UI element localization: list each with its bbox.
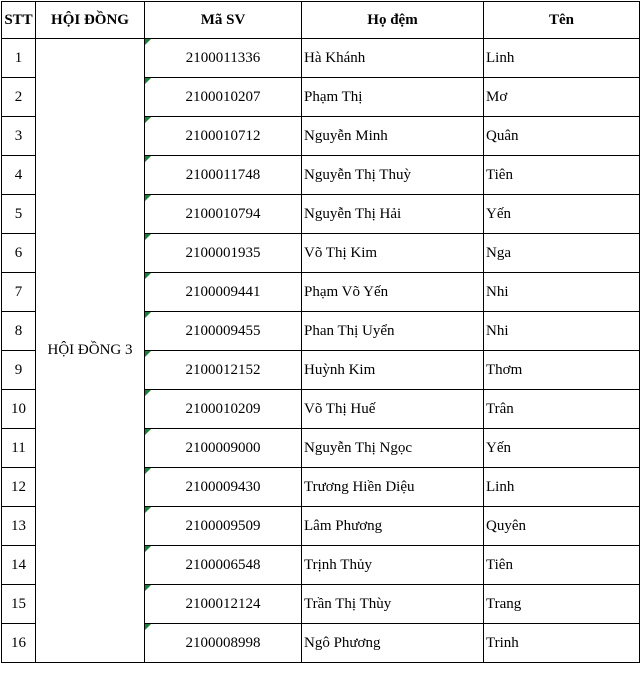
ma-sv-text: 2100009430 [185,478,261,495]
ma-sv-text: 2100010712 [185,127,261,144]
cell-stt[interactable]: 15 [2,585,36,624]
ma-sv-text: 2100010207 [185,88,261,105]
cell-ma-sv[interactable] [145,234,302,273]
student-table [1,1,640,663]
header-row [2,2,640,39]
cell-ma-sv[interactable] [145,312,302,351]
cell-stt[interactable]: 10 [2,390,36,429]
cell-ten[interactable]: Trang [484,585,640,624]
ma-sv-text: 2100009455 [185,322,261,339]
cell-ma-sv[interactable] [145,351,302,390]
cell-ten[interactable]: Thơm [484,351,640,390]
ma-sv-text: 2100008998 [185,634,261,651]
cell-ten[interactable]: Nhi [484,312,640,351]
cell-stt[interactable]: 4 [2,156,36,195]
cell-stt[interactable]: 1 [2,39,36,78]
cell-stt[interactable]: 11 [2,429,36,468]
cell-ho-dem[interactable]: Phan Thị Uyển [302,312,484,351]
cell-stt[interactable]: 8 [2,312,36,351]
cell-warning-triangle-icon [145,390,151,396]
cell-ten[interactable]: Nhi [484,273,640,312]
cell-ten[interactable]: Nga [484,234,640,273]
cell-ho-dem[interactable]: Nguyễn Thị Thuỳ [302,156,484,195]
cell-ten[interactable]: Mơ [484,78,640,117]
cell-warning-triangle-icon [145,117,151,123]
cell-warning-triangle-icon [145,546,151,552]
cell-warning-triangle-icon [145,234,151,240]
cell-ten[interactable]: Linh [484,468,640,507]
cell-ten[interactable]: Quân [484,117,640,156]
cell-ho-dem[interactable]: Trương Hiền Diệu [302,468,484,507]
cell-stt[interactable]: 12 [2,468,36,507]
cell-ma-sv[interactable] [145,39,302,78]
cell-warning-triangle-icon [145,351,151,357]
cell-stt[interactable]: 7 [2,273,36,312]
ma-sv-text: 2100010794 [185,205,261,222]
cell-ho-dem[interactable]: Nguyễn Thị Hải [302,195,484,234]
cell-ho-dem[interactable]: Hà Khánh [302,39,484,78]
cell-ma-sv[interactable] [145,507,302,546]
cell-ma-sv[interactable] [145,156,302,195]
cell-ho-dem[interactable]: Võ Thị Kim [302,234,484,273]
ma-sv-text: 2100012152 [185,361,261,378]
cell-ten[interactable]: Tiên [484,156,640,195]
ma-sv-text: 2100009509 [185,517,261,534]
cell-ten[interactable]: Quyên [484,507,640,546]
cell-warning-triangle-icon [145,39,151,45]
cell-ma-sv[interactable] [145,585,302,624]
cell-ma-sv[interactable] [145,273,302,312]
cell-ho-dem[interactable]: Huỳnh Kim [302,351,484,390]
cell-ma-sv[interactable] [145,117,302,156]
cell-ten[interactable]: Trinh [484,624,640,663]
cell-ho-dem[interactable]: Trần Thị Thùy [302,585,484,624]
header-ten[interactable]: Tên [484,2,640,39]
cell-stt[interactable]: 13 [2,507,36,546]
cell-ten[interactable]: Yến [484,195,640,234]
cell-ho-dem[interactable]: Võ Thị Huế [302,390,484,429]
cell-ho-dem[interactable]: Phạm Thị [302,78,484,117]
cell-ma-sv[interactable] [145,390,302,429]
ma-sv-text: 2100001935 [185,244,261,261]
cell-stt[interactable]: 3 [2,117,36,156]
cell-ten[interactable]: Tiên [484,546,640,585]
cell-ho-dem[interactable]: Nguyễn Thị Ngọc [302,429,484,468]
cell-warning-triangle-icon [145,312,151,318]
cell-ma-sv[interactable] [145,78,302,117]
ma-sv-text: 2100009441 [185,283,261,300]
cell-ho-dem[interactable]: Trịnh Thủy [302,546,484,585]
cell-ma-sv[interactable] [145,624,302,663]
ma-sv-text: 2100011336 [185,49,261,66]
table-row [2,39,640,78]
cell-ten[interactable]: Linh [484,39,640,78]
cell-ho-dem[interactable]: Phạm Võ Yến [302,273,484,312]
cell-warning-triangle-icon [145,195,151,201]
cell-ten[interactable]: Yến [484,429,640,468]
cell-ma-sv[interactable] [145,429,302,468]
header-stt[interactable]: STT [2,2,36,39]
cell-stt[interactable]: 6 [2,234,36,273]
cell-stt[interactable]: 14 [2,546,36,585]
cell-stt[interactable]: 5 [2,195,36,234]
cell-ma-sv[interactable] [145,468,302,507]
ma-sv-text: 2100012124 [185,595,261,612]
cell-ho-dem[interactable]: Nguyễn Minh [302,117,484,156]
ma-sv-text: 2100010209 [185,400,261,417]
cell-ho-dem[interactable]: Ngô Phương [302,624,484,663]
cell-warning-triangle-icon [145,507,151,513]
header-ma-sv[interactable]: Mã SV [145,2,302,39]
cell-warning-triangle-icon [145,624,151,630]
cell-ma-sv[interactable] [145,195,302,234]
cell-ho-dem[interactable]: Lâm Phương [302,507,484,546]
cell-stt[interactable]: 2 [2,78,36,117]
cell-warning-triangle-icon [145,78,151,84]
cell-warning-triangle-icon [145,429,151,435]
cell-hoi-dong-merged[interactable]: HỘI ĐỒNG 3 [36,39,145,663]
cell-warning-triangle-icon [145,156,151,162]
ma-sv-text: 2100011748 [185,166,261,183]
ma-sv-text: 2100009000 [185,439,261,456]
ma-sv-text: 2100006548 [185,556,261,573]
cell-ten[interactable]: Trân [484,390,640,429]
header-hoi-dong[interactable]: HỘI ĐỒNG [36,2,145,39]
cell-ma-sv[interactable] [145,546,302,585]
cell-warning-triangle-icon [145,585,151,591]
cell-warning-triangle-icon [145,468,151,474]
cell-stt[interactable]: 9 [2,351,36,390]
cell-stt[interactable]: 16 [2,624,36,663]
header-ho-dem[interactable]: Họ đệm [302,2,484,39]
cell-warning-triangle-icon [145,273,151,279]
